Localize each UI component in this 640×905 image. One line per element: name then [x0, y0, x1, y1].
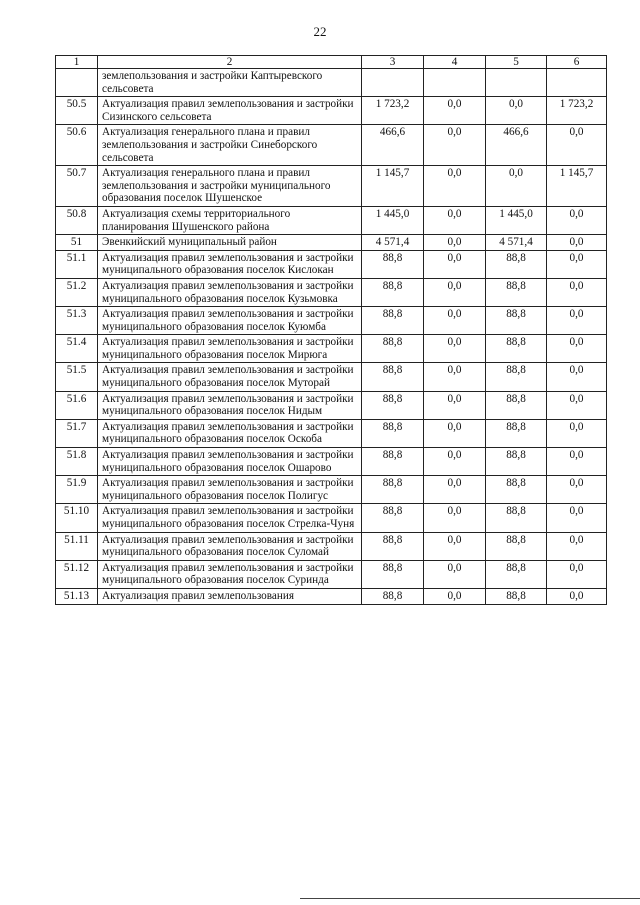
- table-row: [56, 206, 607, 234]
- row-name: Актуализация правил землепользования и застройки муниципального образования поселок Кислокан: [98, 250, 362, 278]
- column-header-5: 5: [486, 56, 547, 69]
- value-col-3: 88,8: [362, 307, 424, 335]
- value-col-5: 88,8: [486, 278, 547, 306]
- table-row: [56, 97, 607, 125]
- row-name: Актуализация схемы территориального планирования Шушенского района: [98, 206, 362, 234]
- value-col-4: 0,0: [424, 391, 486, 419]
- table-row: [56, 504, 607, 532]
- row-number: 51.5: [56, 363, 98, 391]
- value-col-4: 0,0: [424, 235, 486, 251]
- table-row: [56, 391, 607, 419]
- value-col-5: 0,0: [486, 97, 547, 125]
- value-col-3: 88,8: [362, 363, 424, 391]
- value-col-5: 88,8: [486, 560, 547, 588]
- value-col-4: 0,0: [424, 419, 486, 447]
- table-row: [56, 69, 607, 97]
- value-col-3: 88,8: [362, 476, 424, 504]
- value-col-4: 0,0: [424, 448, 486, 476]
- row-number: 50.6: [56, 125, 98, 166]
- row-name: Актуализация правил землепользования и застройки муниципального образования поселок Суломай: [98, 532, 362, 560]
- row-name: Актуализация генерального плана и правил землепользования и застройки Синеборского сельсовета: [98, 125, 362, 166]
- row-number: 50.5: [56, 97, 98, 125]
- table-row: [56, 588, 607, 604]
- value-col-5: 0,0: [486, 166, 547, 207]
- column-header-6: 6: [547, 56, 607, 69]
- value-col-4: 0,0: [424, 125, 486, 166]
- row-name: Актуализация правил землепользования и застройки муниципального образования поселок Куюмба: [98, 307, 362, 335]
- value-col-3: 1 145,7: [362, 166, 424, 207]
- table-row: [56, 560, 607, 588]
- value-col-4: 0,0: [424, 307, 486, 335]
- table-row: [56, 278, 607, 306]
- row-name: Актуализация правил землепользования и застройки муниципального образования поселок Стрелка-Чуня: [98, 504, 362, 532]
- row-number: 50.7: [56, 166, 98, 207]
- table-row: [56, 476, 607, 504]
- row-name: Актуализация правил землепользования и застройки муниципального образования поселок Кузьмовка: [98, 278, 362, 306]
- value-col-3: 88,8: [362, 532, 424, 560]
- row-name: Актуализация правил землепользования и застройки муниципального образования поселок Ошарово: [98, 448, 362, 476]
- table-row: [56, 419, 607, 447]
- value-col-5: 88,8: [486, 532, 547, 560]
- row-name: Актуализация правил землепользования: [98, 588, 362, 604]
- value-col-5: 4 571,4: [486, 235, 547, 251]
- value-col-4: 0,0: [424, 532, 486, 560]
- table-row: [56, 250, 607, 278]
- table-row: [56, 448, 607, 476]
- value-col-3: 88,8: [362, 560, 424, 588]
- value-col-6: 0,0: [547, 560, 607, 588]
- row-number: 51.12: [56, 560, 98, 588]
- row-number: 51.9: [56, 476, 98, 504]
- value-col-3: 88,8: [362, 504, 424, 532]
- value-col-5: 88,8: [486, 363, 547, 391]
- budget-table: [55, 55, 607, 605]
- value-col-5: 88,8: [486, 391, 547, 419]
- row-number: 51.4: [56, 335, 98, 363]
- value-col-4: 0,0: [424, 363, 486, 391]
- value-col-6: 0,0: [547, 235, 607, 251]
- row-number: 51.8: [56, 448, 98, 476]
- value-col-3: 466,6: [362, 125, 424, 166]
- page-number: 22: [313, 24, 327, 39]
- value-col-4: 0,0: [424, 97, 486, 125]
- row-name: Актуализация правил землепользования и застройки муниципального образования поселок Оскоба: [98, 419, 362, 447]
- value-col-4: 0,0: [424, 206, 486, 234]
- value-col-6: 0,0: [547, 391, 607, 419]
- bottom-rule: [300, 898, 640, 899]
- value-col-3: 88,8: [362, 419, 424, 447]
- value-col-6: 0,0: [547, 476, 607, 504]
- value-col-5: 88,8: [486, 504, 547, 532]
- value-col-6: 0,0: [547, 307, 607, 335]
- row-number: 51.10: [56, 504, 98, 532]
- table-row: [56, 363, 607, 391]
- row-number: 51.1: [56, 250, 98, 278]
- value-col-4: [424, 69, 486, 97]
- value-col-4: 0,0: [424, 504, 486, 532]
- value-col-6: 0,0: [547, 250, 607, 278]
- value-col-5: 88,8: [486, 588, 547, 604]
- row-name: Актуализация правил землепользования и застройки муниципального образования поселок Мирюга: [98, 335, 362, 363]
- row-number: 51.3: [56, 307, 98, 335]
- value-col-6: 0,0: [547, 335, 607, 363]
- value-col-6: 0,0: [547, 504, 607, 532]
- value-col-3: 88,8: [362, 391, 424, 419]
- row-name: Эвенкийский муниципальный район: [98, 235, 362, 251]
- value-col-6: 0,0: [547, 419, 607, 447]
- value-col-3: 1 723,2: [362, 97, 424, 125]
- column-header-2: 2: [98, 56, 362, 69]
- row-name: землепользования и застройки Каптыревского сельсовета: [98, 69, 362, 97]
- row-number: 50.8: [56, 206, 98, 234]
- table-row: [56, 125, 607, 166]
- row-number: 51.6: [56, 391, 98, 419]
- row-number: 51.11: [56, 532, 98, 560]
- value-col-6: 0,0: [547, 532, 607, 560]
- row-number: [56, 69, 98, 97]
- table-row: [56, 335, 607, 363]
- column-header-3: 3: [362, 56, 424, 69]
- value-col-5: 88,8: [486, 335, 547, 363]
- row-number: 51: [56, 235, 98, 251]
- table-row: [56, 307, 607, 335]
- value-col-4: 0,0: [424, 166, 486, 207]
- value-col-6: 0,0: [547, 206, 607, 234]
- row-number: 51.7: [56, 419, 98, 447]
- value-col-5: 88,8: [486, 419, 547, 447]
- value-col-6: 0,0: [547, 278, 607, 306]
- value-col-6: [547, 69, 607, 97]
- value-col-4: 0,0: [424, 335, 486, 363]
- row-name: Актуализация правил землепользования и застройки муниципального образования поселок Муторай: [98, 363, 362, 391]
- column-header-1: 1: [56, 56, 98, 69]
- value-col-5: 88,8: [486, 448, 547, 476]
- value-col-4: 0,0: [424, 560, 486, 588]
- value-col-5: 466,6: [486, 125, 547, 166]
- value-col-6: 0,0: [547, 363, 607, 391]
- value-col-6: 0,0: [547, 588, 607, 604]
- table-header-row: [56, 56, 607, 69]
- value-col-6: 1 723,2: [547, 97, 607, 125]
- value-col-4: 0,0: [424, 588, 486, 604]
- row-number: 51.2: [56, 278, 98, 306]
- value-col-3: 88,8: [362, 335, 424, 363]
- column-header-4: 4: [424, 56, 486, 69]
- row-name: Актуализация правил землепользования и застройки муниципального образования поселок Нидым: [98, 391, 362, 419]
- value-col-3: 4 571,4: [362, 235, 424, 251]
- value-col-4: 0,0: [424, 250, 486, 278]
- value-col-3: 1 445,0: [362, 206, 424, 234]
- value-col-6: 0,0: [547, 448, 607, 476]
- value-col-5: 88,8: [486, 307, 547, 335]
- value-col-5: 88,8: [486, 476, 547, 504]
- table-body: [56, 69, 607, 605]
- value-col-3: 88,8: [362, 250, 424, 278]
- value-col-6: 1 145,7: [547, 166, 607, 207]
- row-number: 51.13: [56, 588, 98, 604]
- table-row: [56, 532, 607, 560]
- row-name: Актуализация генерального плана и правил землепользования и застройки муниципального образования поселок Шушенское: [98, 166, 362, 207]
- row-name: Актуализация правил землепользования и застройки Сизинского сельсовета: [98, 97, 362, 125]
- value-col-3: 88,8: [362, 588, 424, 604]
- value-col-3: [362, 69, 424, 97]
- row-name: Актуализация правил землепользования и застройки муниципального образования поселок Суринда: [98, 560, 362, 588]
- table-row: [56, 166, 607, 207]
- value-col-5: 88,8: [486, 250, 547, 278]
- value-col-5: 1 445,0: [486, 206, 547, 234]
- value-col-3: 88,8: [362, 278, 424, 306]
- row-name: Актуализация правил землепользования и застройки муниципального образования поселок Полигус: [98, 476, 362, 504]
- value-col-4: 0,0: [424, 278, 486, 306]
- value-col-5: [486, 69, 547, 97]
- value-col-4: 0,0: [424, 476, 486, 504]
- value-col-3: 88,8: [362, 448, 424, 476]
- value-col-6: 0,0: [547, 125, 607, 166]
- table-row: [56, 235, 607, 251]
